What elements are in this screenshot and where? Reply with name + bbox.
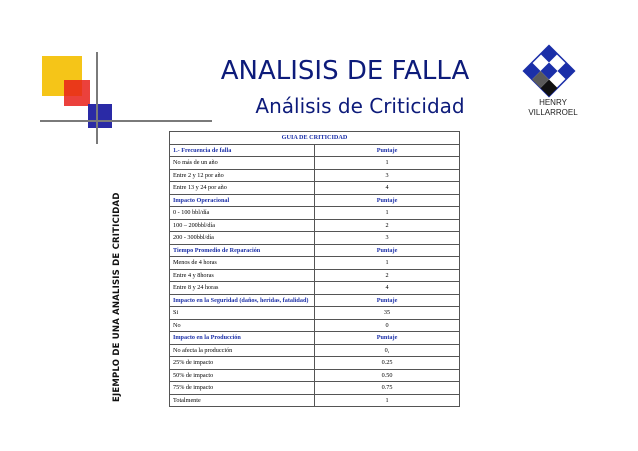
decor-horizontal-line bbox=[40, 120, 212, 122]
table-section-header-row bbox=[170, 244, 460, 257]
row-label: Totalmente bbox=[170, 394, 315, 407]
section-header-label: Impacto en la Producción bbox=[170, 332, 315, 345]
table-section-header-row bbox=[170, 144, 460, 157]
row-label: 100 – 200bbl/día bbox=[170, 219, 315, 232]
row-label: Entre 8 y 24 horas bbox=[170, 282, 315, 295]
row-score: 0 bbox=[315, 319, 460, 332]
row-score: 0, bbox=[315, 344, 460, 357]
table-row bbox=[170, 157, 460, 170]
row-score: 2 bbox=[315, 269, 460, 282]
section-score-header: Puntaje bbox=[315, 144, 460, 157]
logo-name-last: VILLARROEL bbox=[528, 108, 578, 117]
row-score: 1 bbox=[315, 207, 460, 220]
criticality-table bbox=[169, 131, 460, 407]
table-section-header-row bbox=[170, 194, 460, 207]
decor-blue-square bbox=[88, 104, 112, 128]
section-header-label: 1.- Frecuencia de falla bbox=[170, 144, 315, 157]
table-row bbox=[170, 307, 460, 320]
section-score-header: Puntaje bbox=[315, 244, 460, 257]
row-label: Menos de 4 horas bbox=[170, 257, 315, 270]
row-label: No afecta la producción bbox=[170, 344, 315, 357]
row-label: 0 - 100 bbl/día bbox=[170, 207, 315, 220]
logo-name-first: HENRY bbox=[539, 98, 567, 107]
row-score: 0.75 bbox=[315, 382, 460, 395]
page-title: ANALISIS DE FALLA bbox=[220, 56, 470, 86]
row-score: 1 bbox=[315, 257, 460, 270]
row-label: 75% de impacto bbox=[170, 382, 315, 395]
row-label: No más de un año bbox=[170, 157, 315, 170]
table-row bbox=[170, 257, 460, 270]
table-row bbox=[170, 232, 460, 245]
section-score-header: Puntaje bbox=[315, 332, 460, 345]
section-score-header: Puntaje bbox=[315, 194, 460, 207]
side-label: EJEMPLO DE UNA ANALISIS DE CRITICIDAD bbox=[112, 192, 122, 402]
table-section-header-row bbox=[170, 294, 460, 307]
row-score: 4 bbox=[315, 282, 460, 295]
row-score: 1 bbox=[315, 394, 460, 407]
table-row bbox=[170, 282, 460, 295]
section-header-label: Tiempo Promedio de Reparación bbox=[170, 244, 315, 257]
diamond-checker-logo-icon bbox=[520, 42, 578, 100]
row-label: 50% de impacto bbox=[170, 369, 315, 382]
row-score: 3 bbox=[315, 169, 460, 182]
table-row bbox=[170, 207, 460, 220]
section-score-header: Puntaje bbox=[315, 294, 460, 307]
logo-caption bbox=[522, 98, 584, 118]
table-row bbox=[170, 369, 460, 382]
decor-red-square bbox=[64, 80, 90, 106]
table-row bbox=[170, 357, 460, 370]
row-label: Entre 2 y 12 por año bbox=[170, 169, 315, 182]
page-subtitle: Análisis de Criticidad bbox=[255, 94, 465, 118]
table-row bbox=[170, 319, 460, 332]
row-score: 0.25 bbox=[315, 357, 460, 370]
row-score: 3 bbox=[315, 232, 460, 245]
row-label: Entre 4 y 8horas bbox=[170, 269, 315, 282]
row-score: 35 bbox=[315, 307, 460, 320]
row-label: Si bbox=[170, 307, 315, 320]
row-score: 1 bbox=[315, 157, 460, 170]
table-row bbox=[170, 182, 460, 195]
table-row bbox=[170, 394, 460, 407]
row-label: Entre 13 y 24 por año bbox=[170, 182, 315, 195]
row-score: 2 bbox=[315, 219, 460, 232]
table-section-header-row bbox=[170, 332, 460, 345]
row-label: No bbox=[170, 319, 315, 332]
row-score: 4 bbox=[315, 182, 460, 195]
table-caption-row bbox=[170, 132, 460, 145]
table-row bbox=[170, 169, 460, 182]
section-header-label: Impacto Operacional bbox=[170, 194, 315, 207]
table-row bbox=[170, 344, 460, 357]
table-row bbox=[170, 269, 460, 282]
row-label: 200 - 300bbl/día bbox=[170, 232, 315, 245]
decor-vertical-line bbox=[96, 52, 98, 144]
section-header-label: Impacto en la Seguridad (daños, heridas, fatalidad) bbox=[170, 294, 315, 307]
table-caption: GUIA DE CRITICIDAD bbox=[170, 132, 460, 145]
table-row bbox=[170, 219, 460, 232]
row-label: 25% de impacto bbox=[170, 357, 315, 370]
table-row bbox=[170, 382, 460, 395]
row-score: 0.50 bbox=[315, 369, 460, 382]
